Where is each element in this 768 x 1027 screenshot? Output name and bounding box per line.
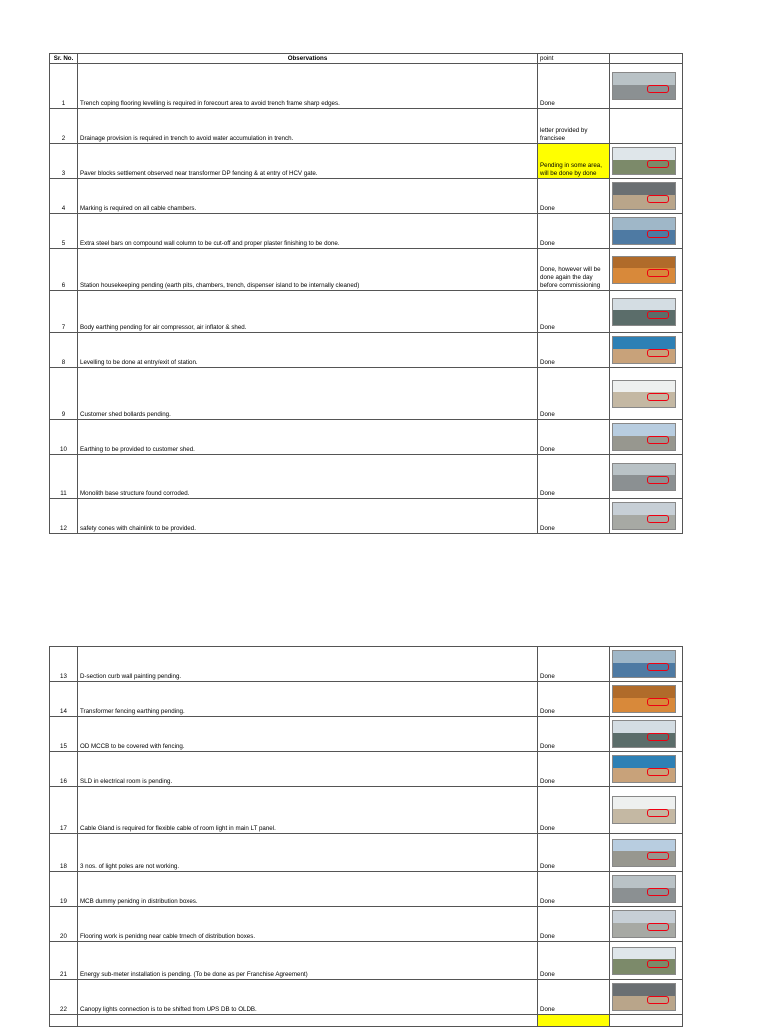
table-row bbox=[50, 333, 683, 368]
row-status: Done bbox=[538, 64, 610, 109]
site-photo-chamber bbox=[612, 182, 676, 210]
row-sr-no: 3 bbox=[50, 144, 78, 179]
site-photo-compressor bbox=[612, 298, 676, 326]
table-row bbox=[50, 907, 683, 942]
row-status: Pending in some area, will be done by done bbox=[538, 144, 610, 179]
table-row bbox=[50, 291, 683, 333]
row-observation: Body earthing pending for air compressor, air inflator & shed. bbox=[78, 291, 538, 333]
row-observation: Flooring work is penidng near cable trnech of distribution boxes. bbox=[78, 907, 538, 942]
table-row bbox=[50, 787, 683, 834]
row-photo-cell bbox=[610, 109, 683, 144]
row-observation: Drainage provision is required in trench to avoid water accumulation in trench. bbox=[78, 109, 538, 144]
row-observation: Cable Gland is required for flexible cable of room light in main LT panel. bbox=[78, 787, 538, 834]
row-observation: OD MCCB to be covered with fencing. bbox=[78, 717, 538, 752]
site-photo-shed-earthing bbox=[612, 423, 676, 451]
table-row bbox=[50, 1015, 683, 1027]
site-photo-flooring bbox=[612, 910, 676, 938]
site-photo-gland bbox=[612, 796, 676, 824]
table-row bbox=[50, 717, 683, 752]
row-observation: Earthing to be provided to customer shed. bbox=[78, 420, 538, 455]
table-row bbox=[50, 647, 683, 682]
annotation-circle bbox=[647, 230, 669, 238]
row-status: Done bbox=[538, 647, 610, 682]
site-photo-transformer bbox=[612, 685, 676, 713]
row-sr-no: 10 bbox=[50, 420, 78, 455]
row-photo-cell bbox=[610, 787, 683, 834]
table-row bbox=[50, 682, 683, 717]
row-status: Done bbox=[538, 499, 610, 534]
row-sr-no: 15 bbox=[50, 717, 78, 752]
header-observations: Observations bbox=[78, 54, 538, 64]
annotation-circle bbox=[647, 476, 669, 484]
annotation-circle bbox=[647, 160, 669, 168]
annotation-circle bbox=[647, 515, 669, 523]
row-sr-no: 14 bbox=[50, 682, 78, 717]
table-row bbox=[50, 752, 683, 787]
row-observation: Monolith base structure found corroded. bbox=[78, 455, 538, 499]
table-row bbox=[50, 144, 683, 179]
annotation-circle bbox=[647, 393, 669, 401]
annotation-circle bbox=[647, 768, 669, 776]
row-observation: SLD in electrical room is pending. bbox=[78, 752, 538, 787]
annotation-circle bbox=[647, 852, 669, 860]
row-photo-cell bbox=[610, 682, 683, 717]
annotation-circle bbox=[647, 436, 669, 444]
row-status: Done bbox=[538, 980, 610, 1015]
row-photo-cell bbox=[610, 291, 683, 333]
row-observation: Paver blocks settlement observed near transformer DP fencing & at entry of HCV gate. bbox=[78, 144, 538, 179]
annotation-circle bbox=[647, 923, 669, 931]
site-photo-trench bbox=[612, 72, 676, 100]
row-observation: Trench coping flooring levelling is required in forecourt area to avoid trench frame sharp edges. bbox=[78, 64, 538, 109]
row-sr-no: 6 bbox=[50, 249, 78, 291]
row-status: Done bbox=[538, 214, 610, 249]
row-status: Done bbox=[538, 907, 610, 942]
row-status: Done bbox=[538, 368, 610, 420]
row-sr-no: 19 bbox=[50, 872, 78, 907]
annotation-circle bbox=[647, 698, 669, 706]
annotation-circle bbox=[647, 809, 669, 817]
row-sr-no: 2 bbox=[50, 109, 78, 144]
row-status: Done bbox=[538, 752, 610, 787]
row-sr-no: 7 bbox=[50, 291, 78, 333]
row-sr-no: 21 bbox=[50, 942, 78, 980]
table-header-row bbox=[50, 54, 683, 64]
row-photo-cell bbox=[610, 179, 683, 214]
annotation-circle bbox=[647, 349, 669, 357]
table-row bbox=[50, 872, 683, 907]
annotation-circle bbox=[647, 663, 669, 671]
row-observation: MCB dummy penidng in distribution boxes. bbox=[78, 872, 538, 907]
site-photo-cones bbox=[612, 502, 676, 530]
row-photo-cell bbox=[610, 368, 683, 420]
row-observation: safety cones with chainlink to be provided. bbox=[78, 499, 538, 534]
row-observation: Marking is required on all cable chambers. bbox=[78, 179, 538, 214]
row-photo-cell bbox=[610, 980, 683, 1015]
header-photo bbox=[610, 54, 683, 64]
table-row bbox=[50, 834, 683, 872]
row-status: Done, however will be done again the day before commissioning bbox=[538, 249, 610, 291]
row-observation: Extra steel bars on compound wall column to be cut-off and proper plaster finishing to be done. bbox=[78, 214, 538, 249]
site-photo-meter bbox=[612, 947, 676, 975]
row-status: Done bbox=[538, 942, 610, 980]
row-photo-cell bbox=[610, 249, 683, 291]
row-sr-no: 4 bbox=[50, 179, 78, 214]
row-status: Done bbox=[538, 872, 610, 907]
row-status: Done bbox=[538, 333, 610, 368]
row-sr-no: 20 bbox=[50, 907, 78, 942]
row-photo-cell bbox=[610, 942, 683, 980]
table-row bbox=[50, 64, 683, 109]
row-status: letter provided by francisee bbox=[538, 109, 610, 144]
row-observation: Customer shed bollards pending. bbox=[78, 368, 538, 420]
row-observation: Energy sub-meter installation is pending. (To be done as per Franchise Agreement) bbox=[78, 942, 538, 980]
row-photo-cell bbox=[610, 1015, 683, 1027]
row-sr-no: 18 bbox=[50, 834, 78, 872]
table-row bbox=[50, 179, 683, 214]
row-photo-cell bbox=[610, 333, 683, 368]
annotation-circle bbox=[647, 960, 669, 968]
annotation-circle bbox=[647, 996, 669, 1004]
row-photo-cell bbox=[610, 420, 683, 455]
row-sr-no: 8 bbox=[50, 333, 78, 368]
table-row bbox=[50, 455, 683, 499]
row-photo-cell bbox=[610, 214, 683, 249]
row-sr-no: 9 bbox=[50, 368, 78, 420]
row-photo-cell bbox=[610, 717, 683, 752]
site-photo-canopy bbox=[612, 983, 676, 1011]
row-sr-no: 13 bbox=[50, 647, 78, 682]
annotation-circle bbox=[647, 195, 669, 203]
row-photo-cell bbox=[610, 834, 683, 872]
annotation-circle bbox=[647, 85, 669, 93]
row-observation: Station housekeeping pending (earth pits, chambers, trench, dispenser island to be internally cleaned) bbox=[78, 249, 538, 291]
row-sr-no: 17 bbox=[50, 787, 78, 834]
row-status bbox=[538, 1015, 610, 1027]
row-status: Done bbox=[538, 787, 610, 834]
site-photo-entry bbox=[612, 336, 676, 364]
row-sr-no: 22 bbox=[50, 980, 78, 1015]
row-sr-no: 11 bbox=[50, 455, 78, 499]
row-observation: D-section curb wall painting pending. bbox=[78, 647, 538, 682]
site-photo-poles bbox=[612, 839, 676, 867]
row-photo-cell bbox=[610, 455, 683, 499]
site-photo-monolith bbox=[612, 463, 676, 491]
row-status: Done bbox=[538, 291, 610, 333]
observations-table-part2 bbox=[49, 646, 683, 1027]
row-observation bbox=[78, 1015, 538, 1027]
row-photo-cell bbox=[610, 907, 683, 942]
observations-table-part1 bbox=[49, 53, 683, 534]
site-photo-housekeeping bbox=[612, 256, 676, 284]
table-row bbox=[50, 249, 683, 291]
row-sr-no: 12 bbox=[50, 499, 78, 534]
row-sr-no: 1 bbox=[50, 64, 78, 109]
row-photo-cell bbox=[610, 144, 683, 179]
site-photo-sld bbox=[612, 755, 676, 783]
row-observation: Levelling to be done at entry/exit of station. bbox=[78, 333, 538, 368]
row-photo-cell bbox=[610, 64, 683, 109]
table-row bbox=[50, 420, 683, 455]
row-photo-cell bbox=[610, 499, 683, 534]
row-observation: 3 nos. of light poles are not working. bbox=[78, 834, 538, 872]
table-row bbox=[50, 109, 683, 144]
annotation-circle bbox=[647, 888, 669, 896]
row-status: Done bbox=[538, 455, 610, 499]
annotation-circle bbox=[647, 733, 669, 741]
row-status: Done bbox=[538, 834, 610, 872]
row-observation: Transformer fencing earthing pending. bbox=[78, 682, 538, 717]
table-row bbox=[50, 942, 683, 980]
annotation-circle bbox=[647, 311, 669, 319]
row-photo-cell bbox=[610, 752, 683, 787]
row-photo-cell bbox=[610, 647, 683, 682]
row-status: Done bbox=[538, 179, 610, 214]
annotation-circle bbox=[647, 269, 669, 277]
header-point: point bbox=[538, 54, 610, 64]
table-row bbox=[50, 980, 683, 1015]
site-photo-mccb bbox=[612, 720, 676, 748]
site-photo-paver bbox=[612, 147, 676, 175]
header-sr-no: Sr. No. bbox=[50, 54, 78, 64]
table-row bbox=[50, 214, 683, 249]
row-status: Done bbox=[538, 420, 610, 455]
row-photo-cell bbox=[610, 872, 683, 907]
row-sr-no: 5 bbox=[50, 214, 78, 249]
site-photo-bollards bbox=[612, 380, 676, 408]
row-sr-no: 16 bbox=[50, 752, 78, 787]
table-row bbox=[50, 368, 683, 420]
row-status: Done bbox=[538, 717, 610, 752]
row-observation: Canopy lights connection is to be shifted from UPS DB to OLDB. bbox=[78, 980, 538, 1015]
site-photo-wall bbox=[612, 217, 676, 245]
table-row bbox=[50, 499, 683, 534]
row-status: Done bbox=[538, 682, 610, 717]
site-photo-db bbox=[612, 875, 676, 903]
site-photo-curb bbox=[612, 650, 676, 678]
row-sr-no bbox=[50, 1015, 78, 1027]
